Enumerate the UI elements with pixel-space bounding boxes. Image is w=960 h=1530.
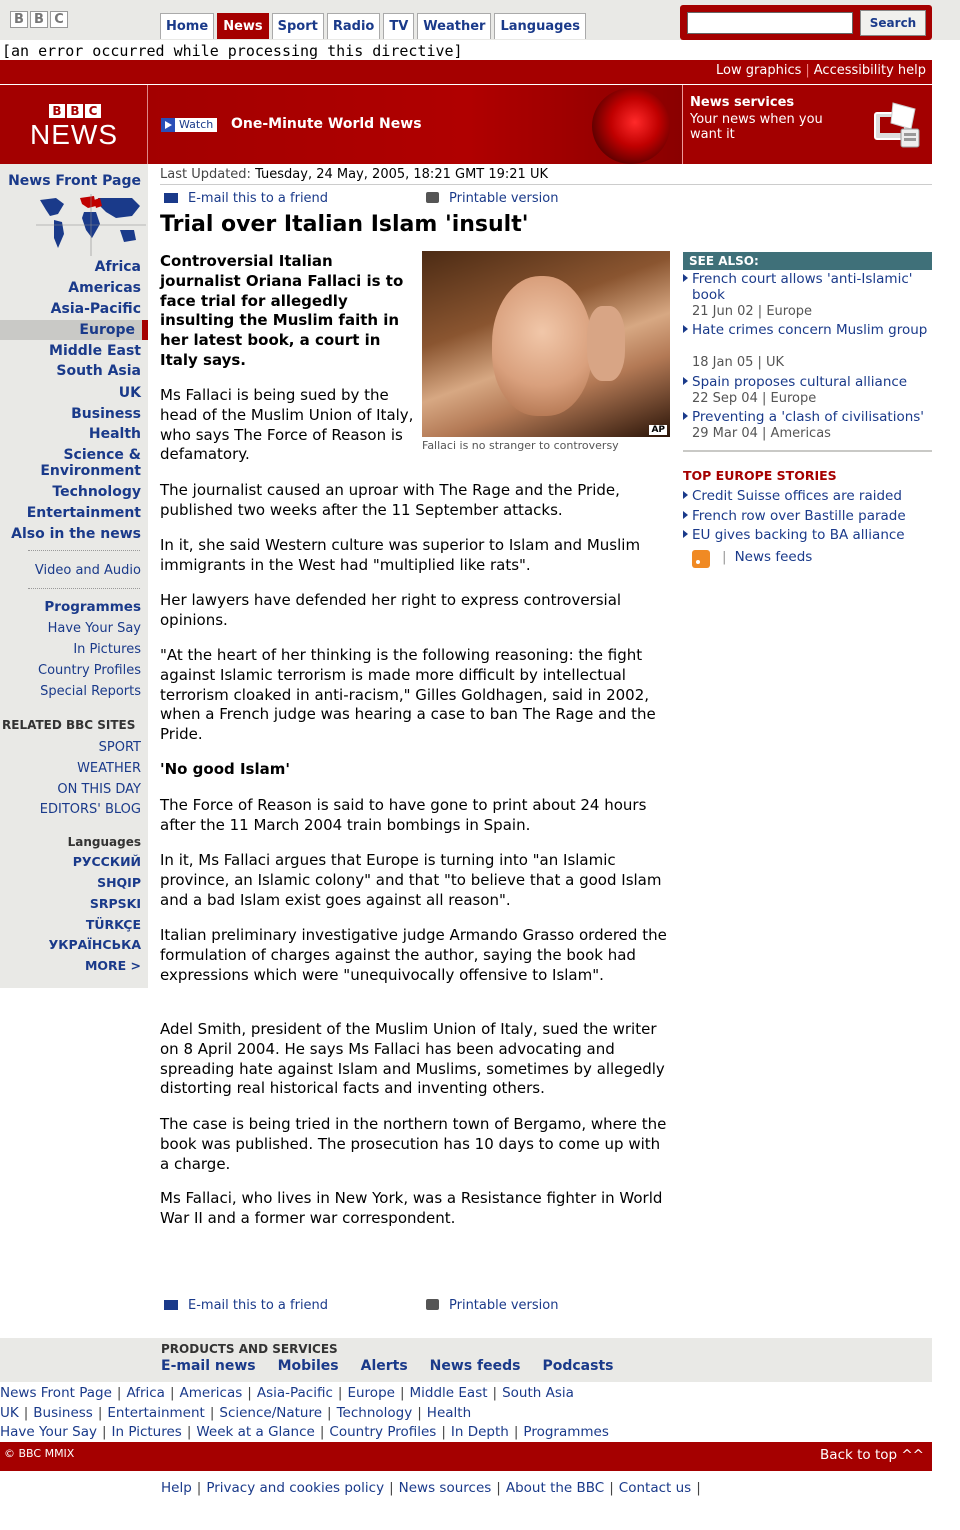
separator: | (492, 1385, 498, 1401)
printable-version-link[interactable] (426, 191, 558, 206)
nav-section-entertainment[interactable]: Entertainment (26, 505, 141, 521)
nav-have-your-say[interactable]: Have Your Say (47, 621, 141, 636)
separator: | (196, 1480, 202, 1496)
email-friend-label: E-mail this to a friend (188, 1298, 329, 1313)
footer-link[interactable]: Technology (336, 1405, 413, 1421)
product-email-news[interactable]: E-mail news (161, 1358, 256, 1374)
nav-news-front-page[interactable]: News Front Page (8, 173, 141, 189)
see-also-meta: 18 Jan 05 | UK (692, 355, 785, 370)
see-also-region: UK (766, 355, 785, 370)
footer-link[interactable]: Have Your Say (0, 1424, 97, 1440)
tab-tv[interactable]: TV (383, 13, 414, 39)
news-wordmark: NEWS (30, 119, 118, 150)
products-heading: PRODUCTS AND SERVICES (161, 1342, 338, 1356)
email-friend-label: E-mail this to a friend (188, 191, 329, 206)
privacy-link[interactable]: Privacy and cookies policy (206, 1480, 385, 1496)
see-also-region: Americas (770, 426, 831, 441)
email-friend-link-bottom[interactable] (164, 1298, 328, 1313)
search-box (680, 5, 932, 40)
article-paragraph: The Force of Reason is said to have gone to print about 24 hours after the 11 March 2004 train bombings in Spain. (160, 796, 647, 834)
see-also-link[interactable]: French court allows 'anti-Islamic' book (692, 272, 932, 303)
news-services-title: News services (690, 95, 795, 110)
article-summary: Controversial Italian journalist Oriana Fallaci is to face trial for allegedly insulting the Muslim faith in her latest book, a court in Italy says. (160, 252, 404, 369)
footer-link[interactable]: In Depth (450, 1424, 509, 1440)
bbc-logo-blocks (49, 104, 101, 118)
products-and-services (0, 1338, 932, 1382)
see-also-region: Europe (766, 304, 813, 319)
top-story-link[interactable]: French row over Bastille parade (692, 509, 932, 525)
tab-languages[interactable]: Languages (494, 13, 586, 39)
see-also-date: 18 Jan 05 (692, 355, 754, 370)
bottom-links (161, 1480, 706, 1496)
photo-credit: AP (651, 425, 665, 435)
separator: | (186, 1424, 192, 1440)
footer-link[interactable]: Country Profiles (329, 1424, 437, 1440)
separator: | (399, 1385, 405, 1401)
separator: | (23, 1405, 29, 1421)
see-also-meta: 21 Jun 02 | Europe (692, 304, 813, 319)
main-nav-tabs (160, 13, 586, 39)
error-message: [an error occurred while processing this directive] (2, 42, 463, 60)
globe-icon (592, 88, 670, 164)
printable-label: Printable version (449, 191, 559, 206)
article-paragraph: The journalist caused an uproar with The Rage and the Pride, published two weeks after the 11 September attacks. (160, 481, 620, 519)
separator: | (513, 1424, 519, 1440)
photo-hand (587, 306, 625, 381)
nav-section-technology[interactable]: Technology (52, 484, 141, 500)
top-bar (0, 0, 960, 40)
nav-section-health[interactable]: Health (88, 426, 141, 442)
footer-link[interactable]: South Asia (502, 1385, 574, 1401)
footer-link[interactable]: Week at a Glance (196, 1424, 315, 1440)
nav-section-business[interactable]: Business (71, 406, 141, 422)
tab-news[interactable]: News (217, 13, 268, 39)
see-also-date: 22 Sep 04 (692, 391, 758, 406)
footer-links-row (0, 1385, 574, 1401)
related-sites-heading: RELATED BBC SITES (2, 718, 136, 732)
footer-link[interactable]: In Pictures (111, 1424, 182, 1440)
accessibility-help-link[interactable]: Accessibility help (813, 63, 926, 78)
nav-region-americas[interactable]: Americas (68, 280, 141, 296)
tab-weather[interactable]: Weather (417, 13, 491, 39)
rss-icon[interactable] (692, 550, 710, 568)
news-services-subtitle: Your news when you want it (690, 112, 823, 142)
printer-icon (426, 1299, 439, 1310)
bbc-letter: B (67, 104, 83, 118)
article-paragraph: Ms Fallaci, who lives in New York, was a Resistance fighter in World War II and a former war correspondent. (160, 1189, 663, 1227)
product-mobiles[interactable]: Mobiles (277, 1358, 339, 1374)
see-also-heading: SEE ALSO: (683, 252, 932, 270)
nav-section-also-in-news[interactable]: Also in the news (11, 526, 141, 542)
see-also-date: 29 Mar 04 (692, 426, 758, 441)
languages-heading: Languages (67, 835, 141, 849)
product-alerts[interactable]: Alerts (360, 1358, 408, 1374)
search-input[interactable] (687, 12, 853, 34)
see-also-link[interactable]: Hate crimes concern Muslim group (692, 323, 932, 339)
nav-region-europe[interactable]: Europe (0, 320, 148, 340)
footer-links-row (0, 1405, 471, 1421)
product-podcasts[interactable]: Podcasts (542, 1358, 614, 1374)
copyright: © BBC MMIX (4, 1447, 75, 1460)
footer-link[interactable]: UK (0, 1405, 19, 1421)
last-updated (160, 167, 548, 182)
world-map-icon (36, 194, 146, 256)
separator: | (389, 1480, 394, 1496)
footer-links-row (0, 1424, 609, 1440)
footer-link[interactable]: Health (426, 1405, 472, 1421)
article-headline: Trial over Italian Islam 'insult' (160, 212, 529, 237)
email-friend-link[interactable] (164, 191, 328, 206)
divider (160, 184, 932, 185)
product-news-feeds[interactable]: News feeds (429, 1358, 521, 1374)
divider (28, 550, 140, 551)
left-navigation (0, 164, 148, 988)
separator: | (319, 1424, 325, 1440)
separator: | (609, 1480, 614, 1496)
see-also-date: 21 Jun 02 (692, 304, 754, 319)
tab-sport[interactable]: Sport (272, 13, 324, 39)
see-also-region: Europe (770, 391, 817, 406)
article-photo (422, 251, 670, 437)
see-also-link[interactable]: Preventing a 'clash of civilisations' (692, 410, 932, 426)
printable-label: Printable version (449, 1298, 559, 1313)
one-minute-title: One-Minute World News (231, 116, 422, 132)
separator: | (116, 1385, 122, 1401)
language-russian[interactable]: РУССКИЙ (72, 854, 141, 869)
nav-section-uk[interactable]: UK (118, 385, 141, 401)
bbc-letter: B (10, 11, 28, 28)
separator: | (327, 1405, 332, 1421)
separator: | (496, 1480, 501, 1496)
nav-programmes[interactable]: Programmes (44, 599, 141, 615)
bbc-letter: C (50, 11, 68, 28)
printer-icon (426, 192, 439, 203)
related-editors-blog[interactable]: EDITORS' BLOG (39, 802, 141, 817)
news-feeds-link[interactable] (722, 549, 812, 565)
footer-link[interactable]: Middle East (409, 1385, 488, 1401)
article-paragraph: Adel Smith, president of the Muslim Union of Italy, sued the writer on 8 April 2004. He says Ms Fallaci has been advocating and spreading hate against Islam and Muslims, sometimes by allegedly distorting real historical facts and inventing others. (160, 1020, 665, 1098)
see-also-meta: 29 Mar 04 | Americas (692, 426, 831, 441)
footer-link[interactable]: Africa (126, 1385, 165, 1401)
language-albanian[interactable]: SHQIP (97, 875, 141, 890)
top-stories-heading: TOP EUROPE STORIES (683, 468, 837, 483)
footer-link[interactable]: Entertainment (107, 1405, 205, 1421)
language-ukrainian[interactable]: УКРАЇНСЬКА (48, 937, 141, 952)
footer-link[interactable]: Americas (179, 1385, 243, 1401)
bbc-letter: B (49, 104, 65, 118)
envelope-icon (164, 193, 178, 203)
masthead (0, 85, 932, 164)
nav-video-audio[interactable]: Video and Audio (34, 563, 141, 578)
footer-link[interactable]: Asia-Pacific (256, 1385, 333, 1401)
related-on-this-day[interactable]: ON THIS DAY (57, 782, 141, 797)
separator: | (209, 1405, 215, 1421)
nav-region-asia-pacific[interactable]: Asia-Pacific (50, 301, 141, 317)
back-to-top-link[interactable]: Back to top ^^ (820, 1447, 924, 1463)
bbc-letter: C (85, 104, 101, 118)
nav-in-pictures[interactable]: In Pictures (73, 642, 141, 657)
divider (683, 450, 932, 452)
search-button[interactable]: Search (860, 10, 926, 36)
article-paragraph: In it, Ms Fallaci argues that Europe is turning into "an Islamic province, an Islamic colony" and that "to believe that a good Islam and a bad Islam exist goes against all reason". (160, 851, 662, 909)
article-paragraph: The case is being tried in the northern town of Bergamo, where the book was published. The prosecution has 10 days to come up with a charge. (160, 1115, 667, 1173)
language-serbian[interactable]: SRPSKI (89, 896, 141, 911)
low-graphics-link[interactable]: Low graphics (716, 63, 802, 78)
tab-radio[interactable]: Radio (327, 13, 380, 39)
last-updated-date: Tuesday, 24 May, 2005, 18:21 GMT 19:21 UK (255, 167, 548, 182)
one-minute-news-banner[interactable] (148, 85, 682, 164)
separator: | (417, 1405, 422, 1421)
top-story-link[interactable]: EU gives backing to BA alliance (692, 528, 932, 544)
devices-icon (871, 99, 923, 151)
envelope-icon (164, 1300, 178, 1310)
nav-region-africa[interactable]: Africa (94, 259, 141, 275)
utility-strip (0, 60, 932, 84)
article-paragraph: Her lawyers have defended her right to express controversial opinions. (160, 591, 622, 629)
language-turkish[interactable]: TÜRKÇE (85, 917, 141, 932)
separator: | (169, 1385, 175, 1401)
footer-link[interactable]: Science/Nature (219, 1405, 323, 1421)
separator: | (101, 1424, 107, 1440)
products-links (161, 1358, 613, 1374)
separator: | (337, 1385, 343, 1401)
news-services-banner[interactable] (682, 85, 932, 164)
divider (28, 588, 140, 589)
separator: | (441, 1424, 446, 1440)
footer-link[interactable]: News Front Page (0, 1385, 112, 1401)
separator: | (805, 63, 810, 78)
utility-links (716, 63, 926, 78)
see-also-meta: 22 Sep 04 | Europe (692, 391, 817, 406)
news-sources-link[interactable]: News sources (398, 1480, 492, 1496)
footer-link[interactable]: Europe (347, 1385, 395, 1401)
bbc-logo[interactable] (10, 11, 68, 28)
related-weather[interactable]: WEATHER (77, 761, 141, 776)
photo-face (492, 276, 592, 416)
help-link[interactable]: Help (161, 1480, 192, 1496)
nav-country-profiles[interactable]: Country Profiles (38, 663, 141, 678)
bbc-news-logo[interactable] (0, 85, 148, 164)
tab-home[interactable]: Home (160, 13, 214, 39)
watch-badge: Watch (161, 118, 217, 132)
nav-region-south-asia[interactable]: South Asia (56, 363, 141, 379)
language-more[interactable]: MORE > (84, 958, 141, 973)
article-paragraph: Italian preliminary investigative judge Armando Grasso ordered the formulation of charges against the author, saying the book had expressions which were "unequivocally offensive to Islam". (160, 926, 667, 984)
bbc-letter: B (30, 11, 48, 28)
separator: | (722, 549, 727, 565)
separator: | (696, 1480, 701, 1496)
article-paragraph: In it, she said Western culture was superior to Islam and Muslim immigrants in the West had "multiplied like rats". (160, 536, 641, 574)
article-paragraph: Ms Fallaci is being sued by the head of the Muslim Union of Italy, who says The Force of Reason is defamatory. (160, 386, 414, 464)
article-subheading: 'No good Islam' (160, 760, 290, 778)
top-story-link[interactable]: Credit Suisse offices are raided (692, 489, 932, 505)
nav-special-reports[interactable]: Special Reports (40, 684, 141, 699)
article-paragraph: "At the heart of her thinking is the following reasoning: the fight against Islamic terrorism is made more difficult by intellectual terrorism cloaked in anti-racism," Gilles Goldhagen, said in 2002, when a French judge was hearing a case to ban The Rage and the Pride. (160, 646, 656, 744)
related-sport[interactable]: SPORT (98, 740, 141, 755)
see-also-link[interactable]: Spain proposes cultural alliance (692, 375, 932, 391)
about-bbc-link[interactable]: About the BBC (505, 1480, 605, 1496)
separator: | (247, 1385, 252, 1401)
contact-link[interactable]: Contact us (618, 1480, 692, 1496)
last-updated-label: Last Updated: (160, 167, 251, 182)
news-feeds-label: News feeds (734, 549, 813, 565)
separator: | (97, 1405, 103, 1421)
nav-section-science[interactable]: Science & Environment (40, 447, 141, 479)
footer-link[interactable]: Programmes (523, 1424, 609, 1440)
photo-caption: Fallaci is no stranger to controversy (422, 439, 619, 452)
nav-region-middle-east[interactable]: Middle East (49, 343, 141, 359)
printable-version-link-bottom[interactable] (426, 1298, 558, 1313)
bottom-bar (0, 1442, 932, 1471)
footer-link[interactable]: Business (33, 1405, 93, 1421)
